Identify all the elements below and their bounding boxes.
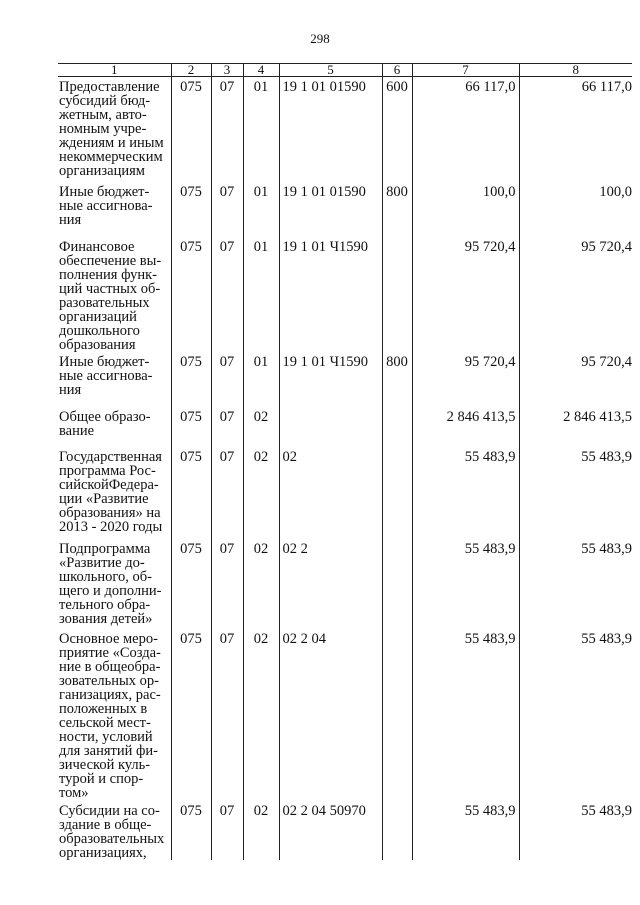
column-header-6: 6 bbox=[382, 64, 412, 77]
cell-col2: 075 bbox=[171, 352, 211, 407]
row-name: Финансовое обеспечение вы-полнения функ-ций частных об-разовательных организаций дошкольного образования bbox=[59, 238, 162, 353]
column-header-8: 8 bbox=[519, 64, 632, 77]
cell-col2: 075 bbox=[171, 629, 211, 801]
cell-col7: 55 483,9 bbox=[412, 801, 519, 860]
cell-col8: 55 483,9 bbox=[519, 447, 632, 539]
row-name: Иные бюджет-ные ассигнова-ния bbox=[59, 183, 153, 228]
cell-col5 bbox=[279, 407, 382, 447]
cell-col5: 19 1 01 Ч1590 bbox=[279, 237, 382, 352]
row-name: Основное меро-приятие «Созда-ние в общеобра-зовательных ор-ганизациях, рас-положенных в сельской мест-ности, условий для занятий фи-зической куль-турой и спор-том» bbox=[59, 630, 161, 801]
row-name: Государственная программа Рос-сийскойФедера-ции «Развитие образования» на 2013 - 2020 годы bbox=[59, 448, 163, 535]
column-header-4: 4 bbox=[243, 64, 279, 77]
cell-col3: 07 bbox=[211, 629, 243, 801]
cell-col6 bbox=[382, 447, 412, 539]
cell-col7: 55 483,9 bbox=[412, 629, 519, 801]
cell-col7: 100,0 bbox=[412, 182, 519, 237]
cell-col8: 55 483,9 bbox=[519, 539, 632, 629]
cell-col5: 02 2 04 50970 bbox=[279, 801, 382, 860]
column-header-3: 3 bbox=[211, 64, 243, 77]
cell-col6 bbox=[382, 539, 412, 629]
cell-col4: 01 bbox=[243, 352, 279, 407]
column-header-2: 2 bbox=[171, 64, 211, 77]
table-row bbox=[58, 801, 632, 860]
cell-col6: 800 bbox=[382, 182, 412, 237]
table-row bbox=[58, 352, 632, 407]
cell-col8: 95 720,4 bbox=[519, 352, 632, 407]
cell-col5: 02 bbox=[279, 447, 382, 539]
cell-col6 bbox=[382, 407, 412, 447]
table-row bbox=[58, 182, 632, 237]
row-name: Иные бюджет-ные ассигнова-ния bbox=[59, 353, 153, 398]
cell-col3: 07 bbox=[211, 182, 243, 237]
cell-col5: 19 1 01 Ч1590 bbox=[279, 352, 382, 407]
cell-col7: 2 846 413,5 bbox=[412, 407, 519, 447]
cell-col5: 02 2 bbox=[279, 539, 382, 629]
cell-col3: 07 bbox=[211, 237, 243, 352]
cell-col5: 02 2 04 bbox=[279, 629, 382, 801]
table-row bbox=[58, 407, 632, 447]
cell-col8: 95 720,4 bbox=[519, 237, 632, 352]
cell-col3: 07 bbox=[211, 352, 243, 407]
column-header-5: 5 bbox=[279, 64, 382, 77]
table-row bbox=[58, 539, 632, 629]
table-row bbox=[58, 237, 632, 352]
cell-col3: 07 bbox=[211, 407, 243, 447]
cell-col6 bbox=[382, 801, 412, 860]
cell-col4: 02 bbox=[243, 629, 279, 801]
cell-col8: 66 117,0 bbox=[519, 77, 632, 182]
cell-col7: 95 720,4 bbox=[412, 237, 519, 352]
row-name: Подпрограмма «Развитие до-школьного, об-щего и дополни-тельного обра-зования детей» bbox=[59, 540, 162, 627]
cell-col3: 07 bbox=[211, 801, 243, 860]
cell-col7: 95 720,4 bbox=[412, 352, 519, 407]
cell-col8: 100,0 bbox=[519, 182, 632, 237]
table-row bbox=[58, 447, 632, 539]
cell-col8: 55 483,9 bbox=[519, 629, 632, 801]
cell-col4: 02 bbox=[243, 801, 279, 860]
cell-col2: 075 bbox=[171, 447, 211, 539]
cell-col4: 01 bbox=[243, 77, 279, 182]
cell-col6: 800 bbox=[382, 352, 412, 407]
cell-col8: 55 483,9 bbox=[519, 801, 632, 860]
cell-col5: 19 1 01 01590 bbox=[279, 182, 382, 237]
cell-col6: 600 bbox=[382, 77, 412, 182]
cell-col7: 55 483,9 bbox=[412, 539, 519, 629]
cell-col4: 02 bbox=[243, 447, 279, 539]
cell-col7: 55 483,9 bbox=[412, 447, 519, 539]
cell-col3: 07 bbox=[211, 539, 243, 629]
header-row bbox=[58, 64, 632, 77]
cell-col6 bbox=[382, 237, 412, 352]
cell-col2: 075 bbox=[171, 539, 211, 629]
column-header-1: 1 bbox=[58, 64, 171, 77]
row-name: Предоставление субсидий бюд-жетным, авто-номным учре-ждениям и иным некоммерческим организациям bbox=[59, 79, 164, 179]
table-row bbox=[58, 77, 632, 182]
budget-table bbox=[58, 63, 632, 860]
cell-col3: 07 bbox=[211, 447, 243, 539]
cell-col2: 075 bbox=[171, 407, 211, 447]
page-number: 298 bbox=[310, 31, 330, 46]
cell-col2: 075 bbox=[171, 801, 211, 860]
column-header-7: 7 bbox=[412, 64, 519, 77]
table-row bbox=[58, 629, 632, 801]
cell-col8: 2 846 413,5 bbox=[519, 407, 632, 447]
cell-col2: 075 bbox=[171, 237, 211, 352]
cell-col7: 66 117,0 bbox=[412, 77, 519, 182]
cell-col3: 07 bbox=[211, 77, 243, 182]
cell-col4: 01 bbox=[243, 182, 279, 237]
cell-col4: 01 bbox=[243, 237, 279, 352]
cell-col2: 075 bbox=[171, 182, 211, 237]
cell-col4: 02 bbox=[243, 407, 279, 447]
row-name: Субсидии на со-здание в обще-образовательных организациях, bbox=[59, 802, 165, 861]
row-name: Общее образо-вание bbox=[59, 408, 151, 439]
cell-col5: 19 1 01 01590 bbox=[279, 77, 382, 182]
cell-col6 bbox=[382, 629, 412, 801]
cell-col4: 02 bbox=[243, 539, 279, 629]
cell-col2: 075 bbox=[171, 77, 211, 182]
